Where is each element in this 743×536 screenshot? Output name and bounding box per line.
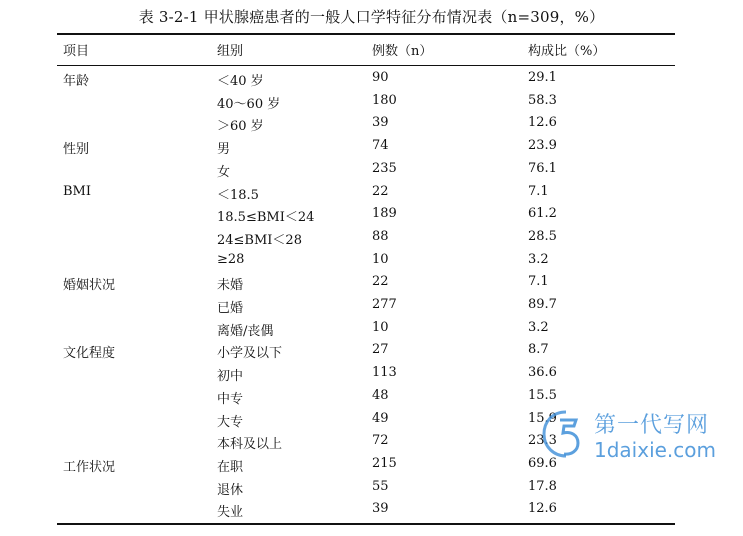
cell-percent: 69.6 — [528, 455, 557, 471]
cell-count: 215 — [372, 455, 397, 471]
cell-percent: 8.7 — [528, 342, 549, 358]
cell-group: 小学及以下 — [217, 346, 283, 362]
cell-percent: 7.1 — [528, 183, 549, 199]
cell-item: BMI — [63, 183, 91, 199]
cell-item: 文化程度 — [63, 346, 116, 362]
cell-group: 24≤BMI＜28 — [217, 232, 302, 248]
cell-count: 27 — [372, 342, 389, 358]
cell-count: 22 — [372, 183, 389, 199]
cell-count: 277 — [372, 297, 397, 312]
cell-group: 未婚 — [217, 278, 244, 294]
table-row — [0, 161, 743, 183]
cell-percent: 29.1 — [528, 70, 557, 85]
table-row — [0, 184, 743, 206]
cell-percent: 89.7 — [528, 297, 557, 312]
cell-group: ＜18.5 — [217, 187, 259, 203]
table-row — [0, 342, 743, 364]
table-row — [0, 320, 743, 342]
table-row — [0, 252, 743, 274]
table-header — [0, 40, 743, 62]
bottom-rule — [57, 523, 675, 525]
cell-count: 39 — [372, 115, 389, 131]
watermark — [538, 406, 738, 466]
table-row — [0, 479, 743, 501]
cell-item: 年龄 — [63, 74, 90, 89]
cell-item: 工作状况 — [63, 459, 116, 475]
table-title: 表 3-2-1 甲状腺癌患者的一般人口学特征分布情况表（n=309，%） — [138, 8, 605, 26]
cell-percent: 15.5 — [528, 387, 557, 403]
table-row — [0, 115, 743, 137]
cell-percent: 3.2 — [528, 319, 549, 335]
table-row — [0, 70, 743, 92]
cell-count: 55 — [372, 478, 389, 494]
cell-count: 88 — [372, 228, 389, 244]
cell-count: 74 — [372, 138, 389, 154]
cell-percent: 15.9 — [528, 410, 557, 426]
cell-item: 性别 — [63, 142, 90, 158]
header-count: 例数（n） — [372, 44, 433, 59]
table-row — [0, 501, 743, 523]
cell-group: 在职 — [217, 459, 244, 475]
cell-percent: 12.6 — [528, 501, 557, 517]
cell-percent: 12.6 — [528, 115, 557, 131]
table-row — [0, 93, 743, 115]
cell-group: 中专 — [217, 391, 244, 407]
cell-count: 189 — [372, 206, 397, 222]
table-row — [0, 229, 743, 251]
cell-group: ≥28 — [217, 251, 245, 267]
cell-count: 22 — [372, 274, 389, 290]
cell-group: ＞60 岁 — [217, 119, 264, 135]
cell-count: 49 — [372, 410, 389, 426]
cell-count: 235 — [372, 160, 397, 176]
cell-percent: 28.5 — [528, 228, 557, 244]
cell-group: 失业 — [217, 505, 244, 521]
watermark-text-en: 1daixie.com — [594, 438, 717, 462]
watermark-logo-icon — [538, 406, 590, 462]
cell-count: 72 — [372, 433, 389, 449]
header-rule — [57, 65, 675, 66]
cell-item: 婚姻状况 — [63, 278, 116, 294]
table-row — [0, 206, 743, 228]
table-row — [0, 138, 743, 160]
cell-group: 初中 — [217, 369, 244, 385]
table-row — [0, 365, 743, 387]
cell-count: 180 — [372, 92, 397, 108]
cell-percent: 23.9 — [528, 138, 557, 154]
cell-count: 48 — [372, 387, 389, 403]
cell-percent: 58.3 — [528, 92, 557, 108]
cell-count: 113 — [372, 365, 397, 381]
cell-percent: 17.8 — [528, 478, 557, 494]
cell-group: ＜40 岁 — [217, 74, 264, 89]
cell-percent: 7.1 — [528, 274, 549, 290]
cell-percent: 23.3 — [528, 433, 557, 449]
cell-group: 40～60 岁 — [217, 96, 281, 112]
cell-group: 退休 — [217, 482, 244, 498]
cell-group: 18.5≤BMI＜24 — [217, 210, 315, 226]
cell-percent: 76.1 — [528, 160, 557, 176]
cell-group: 大专 — [217, 414, 244, 430]
cell-group: 已婚 — [217, 301, 244, 316]
cell-count: 10 — [372, 319, 389, 335]
header-group: 组别 — [217, 44, 244, 59]
cell-group: 本科及以上 — [217, 437, 283, 453]
cell-group: 离婚/丧偶 — [217, 323, 274, 339]
cell-count: 39 — [372, 501, 389, 517]
table-row — [0, 297, 743, 319]
cell-group: 女 — [217, 164, 231, 180]
cell-percent: 61.2 — [528, 206, 557, 222]
header-item: 项目 — [63, 44, 90, 59]
table-row — [0, 274, 743, 296]
watermark-text-cn: 第一代写网 — [594, 413, 710, 438]
cell-count: 10 — [372, 251, 389, 267]
cell-group: 男 — [217, 142, 231, 158]
top-rule — [57, 33, 675, 35]
cell-percent: 36.6 — [528, 365, 557, 381]
cell-percent: 3.2 — [528, 251, 549, 267]
header-percent: 构成比（%） — [528, 44, 606, 59]
cell-count: 90 — [372, 70, 389, 85]
